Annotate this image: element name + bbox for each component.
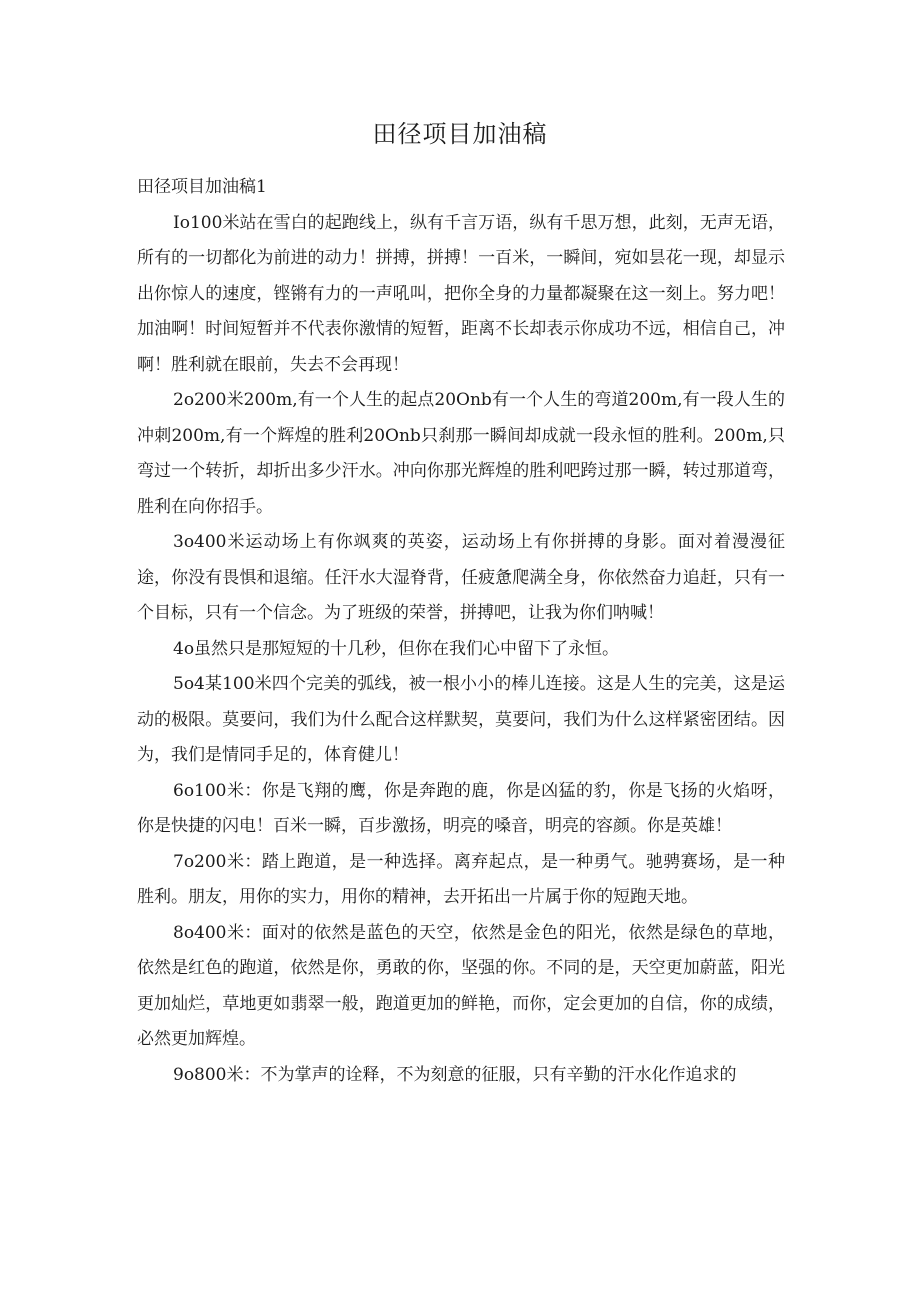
- document-title: 田径项目加油稿: [372, 120, 548, 148]
- paragraph-1: Io100米站在雪白的起跑线上，纵有千言万语，纵有千思万想，此刻，无声无语，所有的一切都化为前进的动力！拼搏，拼搏！一百米，一瞬间，宛如昙花一现，却显示出你惊人的速度，铿锵有力的一声吼叫，把你全身的力量都凝聚在这一刻上。努力吧！加油啊！时间短暂并不代表你激情的短暂，距离不长却表示你成功不远，相信自己，冲啊！胜利就在眼前，失去不会再现！: [137, 212, 785, 375]
- paragraph-3: 3o400米运动场上有你飒爽的英姿，运动场上有你拼搏的身影。面对着漫漫征途，你没有畏惧和退缩。任汗水大湿脊背，任疲惫爬满全身，你依然奋力追赶，只有一个目标，只有一个信念。为了班级的荣誉，拼搏吧，让我为你们呐喊！: [137, 532, 785, 623]
- paragraph-5: 5o4某100米四个完美的弧线，被一根小小的棒儿连接。这是人生的完美，这是运动的极限。莫要问，我们为什么配合这样默契，莫要问，我们为什么这样紧密团结。因为，我们是情同手足的，体育健儿！: [137, 674, 785, 765]
- section-heading: 田径项目加油稿1: [137, 177, 267, 197]
- paragraph-8: 8o400米：面对的依然是蓝色的天空，依然是金色的阳光，依然是绿色的草地，依然是红色的跑道，依然是你，勇敢的你，坚强的你。不同的是，天空更加蔚蓝，阳光更加灿烂，草地更如翡翠一般，跑道更加的鲜艳，而你，定会更加的自信，你的成绩，必然更加辉煌。: [137, 922, 785, 1049]
- paragraph-2: 2o200米200m,有一个人生的起点20Onb有一个人生的弯道200m,有一段人生的冲刺200m,有一个辉煌的胜利20Onb只刹那一瞬间却成就一段永恒的胜利。200m,只弯过一个转折，却折出多少汗水。冲向你那光辉煌的胜利吧跨过那一瞬，转过那道弯，胜利在向你招手。: [137, 390, 785, 517]
- document-body: [137, 170, 785, 1093]
- paragraph-4: 4o虽然只是那短短的十几秒，但你在我们心中留下了永恒。: [173, 638, 620, 659]
- paragraph-9: 9o800米：不为掌声的诠释，不为刻意的征服，只有辛勤的汗水化作追求的: [173, 1064, 737, 1085]
- paragraph-7: 7o200米：踏上跑道，是一种选择。离弃起点，是一种勇气。驰骋赛场，是一种胜利。朋友，用你的实力，用你的精神，去开拓出一片属于你的短跑天地。: [137, 851, 785, 907]
- paragraph-6: 6o100米：你是飞翔的鹰，你是奔跑的鹿，你是凶猛的豹，你是飞扬的火焰呀，你是快捷的闪电！百米一瞬，百步激扬，明亮的嗓音，明亮的容颜。你是英雄！: [137, 780, 785, 836]
